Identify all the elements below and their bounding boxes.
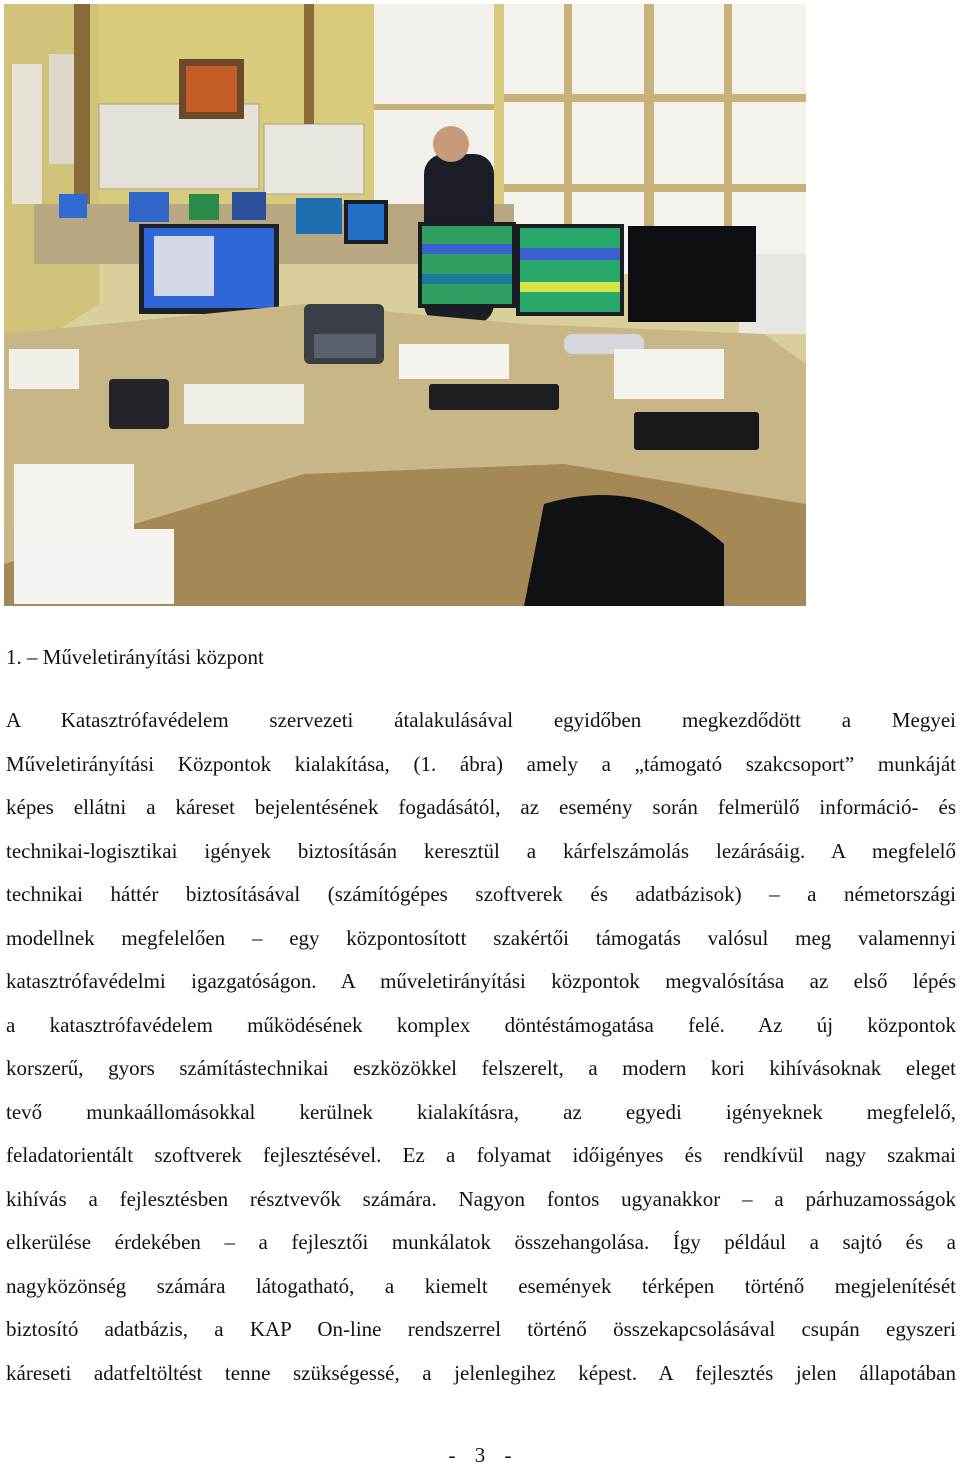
page-number: - 3 - (448, 1443, 512, 1467)
paragraph-line: feladatorientált szoftverek fejlesztésével. Ez a folyamat időigényes és rendkívül nagy szakmai (6, 1143, 956, 1167)
paragraph-line: modellnek megfelelően – egy központosított szakértői támogatás valósul meg valamennyi (6, 925, 956, 950)
paragraph-line: Műveletirányítási Központok kialakítása, (1. ábra) amely a „támogató szakcsoport” munkáját (6, 751, 956, 776)
paragraph-line: technikai háttér biztosításával (számítógépes szoftverek és adatbázisok) – a németországi (6, 882, 956, 906)
control-room-photo (4, 4, 806, 606)
paragraph-line: képes ellátni a káreset bejelentésének fogadásától, az esemény során felmerülő információ- és (6, 795, 956, 819)
paragraph-line: technikai-logisztikai igények biztosításán keresztül a kárfelszámolás lezárásáig. A megfelelő (6, 838, 956, 863)
paragraph-line: a katasztrófavédelem működésének komplex döntéstámogatása felé. Az új központok (6, 1012, 956, 1037)
paragraph-line: A Katasztrófavédelem szervezeti átalakulásával egyidőben megkezdődött a Megyei (6, 708, 956, 732)
paragraph-line: biztosító adatbázis, a KAP On-line rendszerrel történő összekapcsolásával csupán egyszeri (6, 1317, 956, 1341)
paragraph-line: tevő munkaállomásokkal kerülnek kialakításra, az egyedi igényeknek megfelelő, (6, 1099, 956, 1124)
paragraph-line: korszerű, gyors számítástechnikai eszközökkel felszerelt, a modern kori kihívásoknak eleget (6, 1056, 956, 1080)
paragraph-line: katasztrófavédelmi igazgatóságon. A műveletirányítási központok megvalósítása az első lépés (6, 969, 956, 993)
paragraph-line: nagyközönség számára látogatható, a kiemelt események térképen történő megjelenítését (6, 1273, 956, 1298)
paragraph-line: kihívás a fejlesztésben résztvevők számára. Nagyon fontos ugyanakkor – a párhuzamosságok (6, 1186, 956, 1211)
paragraph-line: káreseti adatfeltöltést tenne szükségessé, a jelenlegihez képest. A fejlesztés jelen állapotában (6, 1360, 956, 1385)
figure-caption: 1. – Műveletirányítási központ (6, 645, 264, 669)
body-paragraph (6, 699, 956, 1395)
paragraph-line: elkerülése érdekében – a fejlesztői munkálatok összehangolása. Így például a sajtó és a (6, 1230, 956, 1254)
